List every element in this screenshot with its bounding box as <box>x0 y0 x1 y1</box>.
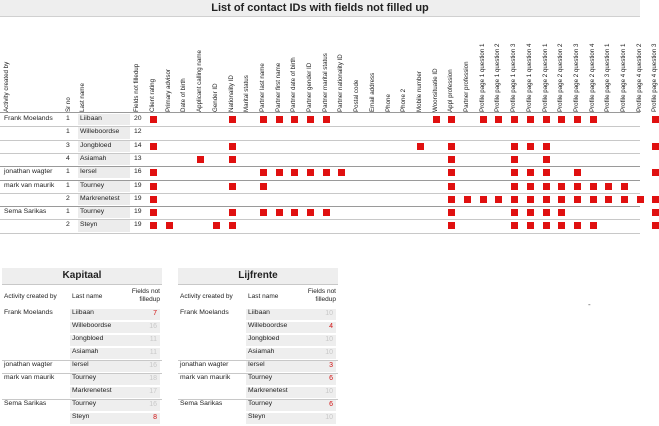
missing-field-mark <box>464 196 471 203</box>
sr-no: 1 <box>66 115 70 122</box>
missing-field-mark <box>621 196 628 203</box>
last-name: Markrenetest <box>80 194 120 202</box>
missing-field-mark <box>150 222 157 229</box>
column-header[interactable]: Phone 2 <box>400 88 408 112</box>
activity-creator: Sema Sarikas <box>4 208 47 216</box>
activity-creator: mark van maurik <box>4 181 55 189</box>
missing-field-mark <box>291 209 298 216</box>
column-header[interactable]: Profile page 3 question 1 <box>604 43 612 112</box>
missing-field-mark <box>590 222 597 229</box>
last-name: Tourney <box>248 374 273 381</box>
column-header[interactable]: Profile page 2 question 1 <box>541 43 549 112</box>
missing-field-mark <box>543 143 550 150</box>
fields-count: 19 <box>134 194 142 202</box>
activity-creator: mark van maurik <box>4 374 55 381</box>
column-header[interactable]: Mobile number <box>415 71 423 112</box>
missing-field-mark <box>558 209 565 216</box>
missing-field-mark <box>260 183 267 190</box>
fields-count: 11 <box>149 349 157 356</box>
column-header[interactable]: Client rating <box>149 78 156 112</box>
fields-count: 19 <box>134 221 142 229</box>
missing-field-mark <box>448 183 455 190</box>
missing-field-mark <box>417 143 424 150</box>
missing-field-mark <box>527 116 534 123</box>
missing-field-mark <box>276 116 283 123</box>
missing-field-mark <box>323 209 330 216</box>
last-name: Steyn <box>72 413 90 420</box>
stray-mark: - <box>588 300 591 309</box>
missing-field-mark <box>213 222 220 229</box>
missing-field-mark <box>433 116 440 123</box>
row-divider <box>0 233 640 234</box>
fields-count: 16 <box>149 362 157 369</box>
fields-count: 13 <box>134 154 142 162</box>
missing-field-mark <box>543 196 550 203</box>
missing-field-mark <box>590 196 597 203</box>
missing-field-mark <box>323 116 330 123</box>
missing-field-mark <box>260 116 267 123</box>
missing-field-mark <box>574 183 581 190</box>
last-name: Markrenetest <box>248 387 288 394</box>
fields-count: 19 <box>134 181 142 189</box>
fields-count: 19 <box>134 208 142 216</box>
fields-count: 12 <box>134 128 142 136</box>
last-name: Tourney <box>80 181 105 189</box>
last-name: Asiamah <box>248 348 275 355</box>
fields-count: 10 <box>325 336 333 343</box>
missing-field-mark <box>166 222 173 229</box>
missing-field-mark <box>637 196 644 203</box>
column-header[interactable]: Fields not filledup <box>133 63 140 112</box>
fields-count: 10 <box>325 414 333 421</box>
missing-field-mark <box>511 143 518 150</box>
column-header[interactable]: Profile page 1 question 3 <box>510 43 518 112</box>
missing-field-mark <box>448 156 455 163</box>
column-header[interactable]: Partner last name <box>258 63 266 112</box>
missing-field-mark <box>527 143 534 150</box>
missing-field-mark <box>652 116 659 123</box>
missing-field-mark <box>527 222 534 229</box>
missing-field-mark <box>527 209 534 216</box>
missing-field-mark <box>229 143 236 150</box>
column-header[interactable]: Primary advisor <box>164 69 172 112</box>
column-header[interactable]: Partner date of birth <box>290 57 298 112</box>
missing-field-mark <box>527 183 534 190</box>
missing-field-mark <box>291 116 298 123</box>
last-name: Jongbloed <box>248 335 280 342</box>
fields-count: 10 <box>325 388 333 395</box>
missing-field-mark <box>652 222 659 229</box>
missing-field-mark <box>495 196 502 203</box>
fields-count: 14 <box>134 141 142 149</box>
column-header[interactable]: Applicant calling name <box>196 50 204 112</box>
missing-field-mark <box>543 222 550 229</box>
sr-no: 1 <box>66 168 70 176</box>
sub-column-header: Last name <box>248 293 279 300</box>
missing-field-mark <box>495 116 502 123</box>
column-header[interactable]: Appl profession <box>447 69 455 112</box>
missing-field-mark <box>558 183 565 190</box>
fields-count: 3 <box>329 362 333 369</box>
missing-field-mark <box>527 196 534 203</box>
last-name: Steyn <box>248 413 266 420</box>
column-header[interactable]: Partner gender ID <box>306 62 313 112</box>
column-header[interactable]: Partner first name <box>274 62 282 112</box>
column-header[interactable]: Profile page 4 question 2 <box>635 43 643 112</box>
missing-field-mark <box>558 116 565 123</box>
fields-count: 16 <box>134 168 142 176</box>
column-header[interactable]: Profile page 1 question 4 <box>525 43 533 112</box>
column-header[interactable]: Partner nationality ID <box>337 54 345 112</box>
missing-field-mark <box>574 222 581 229</box>
missing-field-mark <box>307 209 314 216</box>
fields-count: 17 <box>149 388 157 395</box>
column-header[interactable]: Last name <box>79 83 86 112</box>
column-header[interactable]: Profile page 1 question 1 <box>478 43 486 112</box>
missing-field-mark <box>150 143 157 150</box>
last-name: Iersel <box>72 361 89 368</box>
missing-field-mark <box>605 196 612 203</box>
column-header[interactable]: Profile page 2 question 2 <box>557 43 565 112</box>
missing-field-mark <box>307 169 314 176</box>
sub-column-header: Activity created by <box>180 293 233 300</box>
last-name: Willeboordse <box>80 128 120 136</box>
missing-field-mark <box>511 183 518 190</box>
fields-count: 6 <box>329 375 333 382</box>
missing-field-mark <box>276 169 283 176</box>
missing-field-mark <box>291 169 298 176</box>
activity-creator: Sema Sarikas <box>4 400 47 407</box>
missing-field-mark <box>543 116 550 123</box>
missing-field-mark <box>543 169 550 176</box>
missing-field-mark <box>448 209 455 216</box>
missing-field-mark <box>229 156 236 163</box>
missing-field-mark <box>480 116 487 123</box>
last-name: Willeboordse <box>248 322 288 329</box>
missing-field-mark <box>276 209 283 216</box>
lijfrente-table <box>178 268 338 426</box>
last-name: Willeboordse <box>72 322 112 329</box>
column-header[interactable]: Gender ID <box>211 83 219 112</box>
column-header[interactable]: Profile page 2 question 3 <box>572 43 580 112</box>
column-header[interactable]: Marital status <box>243 75 251 112</box>
missing-field-mark <box>150 169 157 176</box>
fields-count: 18 <box>149 375 157 382</box>
kapitaal-title: Kapitaal <box>2 268 162 285</box>
missing-field-mark <box>150 116 157 123</box>
missing-field-mark <box>448 116 455 123</box>
sub-column-header: Fields not filledup <box>307 288 336 303</box>
missing-field-mark <box>574 116 581 123</box>
missing-field-mark <box>229 209 236 216</box>
missing-field-mark <box>652 169 659 176</box>
column-header[interactable]: Profile page 4 question 3 <box>651 43 659 112</box>
sub-column-header: Fields not filledup <box>131 288 160 303</box>
fields-count: 16 <box>149 401 157 408</box>
last-name: Jongbloed <box>72 335 104 342</box>
column-header[interactable]: Postal code <box>353 79 361 112</box>
missing-field-mark <box>229 222 236 229</box>
sr-no: 3 <box>66 141 70 149</box>
last-name: Tourney <box>72 400 97 407</box>
sr-no: 1 <box>66 208 70 216</box>
fields-count: 7 <box>153 310 157 317</box>
missing-field-mark <box>652 196 659 203</box>
missing-field-mark <box>480 196 487 203</box>
missing-field-mark <box>448 196 455 203</box>
missing-field-mark <box>260 209 267 216</box>
missing-field-mark <box>511 169 518 176</box>
fields-count: 11 <box>149 336 157 343</box>
last-name: Markrenetest <box>72 387 112 394</box>
missing-field-mark <box>323 169 330 176</box>
column-header[interactable]: Profile page 2 question 4 <box>588 43 596 112</box>
activity-creator: jonathan wagter <box>4 361 53 368</box>
fields-count: 10 <box>325 310 333 317</box>
missing-field-mark <box>543 183 550 190</box>
missing-field-mark <box>338 169 345 176</box>
missing-field-mark <box>511 222 518 229</box>
missing-field-mark <box>590 116 597 123</box>
last-name: Asiamah <box>80 154 107 162</box>
sub-column-header: Activity created by <box>4 293 57 300</box>
column-header[interactable]: Woonsituatie ID <box>431 68 439 112</box>
column-header[interactable]: Email address <box>368 72 376 112</box>
last-name: Iersel <box>80 168 97 176</box>
fields-count: 20 <box>134 115 142 122</box>
fields-count: 4 <box>329 323 333 330</box>
missing-field-mark <box>605 183 612 190</box>
missing-field-mark <box>150 183 157 190</box>
fields-count: 8 <box>153 414 157 421</box>
page-title: List of contact IDs with fields not filled up <box>0 0 640 17</box>
missing-field-mark <box>448 222 455 229</box>
last-name: Liibaan <box>248 309 270 316</box>
sr-no: 2 <box>66 221 70 229</box>
last-name: Tourney <box>72 374 97 381</box>
last-name: Iersel <box>248 361 265 368</box>
missing-field-mark <box>621 183 628 190</box>
column-header[interactable]: Partner marital status <box>321 53 329 112</box>
missing-field-mark <box>558 196 565 203</box>
missing-field-mark <box>511 209 518 216</box>
activity-creator: Sema Sarikas <box>180 400 223 407</box>
missing-field-mark <box>307 116 314 123</box>
missing-field-mark <box>448 143 455 150</box>
missing-field-mark <box>574 169 581 176</box>
sr-no: 1 <box>66 181 70 189</box>
column-header[interactable]: Sr no <box>65 97 72 112</box>
fields-count: 10 <box>325 349 333 356</box>
missing-field-mark <box>652 143 659 150</box>
missing-field-mark <box>229 183 236 190</box>
activity-creator: jonathan wagter <box>4 168 53 176</box>
column-header[interactable]: Profile page 4 question 1 <box>620 43 627 112</box>
column-header[interactable]: Date of birth <box>180 78 188 112</box>
activity-creator: jonathan wagter <box>180 361 229 368</box>
last-name: Tourney <box>80 208 105 216</box>
sr-no: 4 <box>66 154 70 162</box>
activity-creator: mark van maurik <box>180 374 231 381</box>
last-name: Tourney <box>248 400 273 407</box>
column-header[interactable]: Nationality ID <box>227 75 235 112</box>
last-name: Asiamah <box>72 348 99 355</box>
missing-field-mark <box>543 209 550 216</box>
last-name: Steyn <box>80 221 98 229</box>
fields-count: 16 <box>149 323 157 330</box>
missing-field-mark <box>511 116 518 123</box>
kapitaal-table <box>2 268 162 426</box>
column-header[interactable]: Phone <box>384 94 392 112</box>
missing-field-mark <box>260 169 267 176</box>
missing-field-mark <box>652 209 659 216</box>
missing-field-mark <box>543 156 550 163</box>
last-name: Liibaan <box>72 309 94 316</box>
missing-field-mark <box>574 196 581 203</box>
missing-field-mark <box>229 116 236 123</box>
lijfrente-title: Lijfrente <box>178 268 338 285</box>
sub-column-header: Last name <box>72 293 103 300</box>
missing-field-mark <box>511 196 518 203</box>
missing-field-mark <box>197 156 204 163</box>
missing-field-mark <box>150 209 157 216</box>
column-header[interactable]: Partner profession <box>463 61 470 112</box>
last-name: Liibaan <box>80 115 102 122</box>
missing-field-mark <box>511 156 518 163</box>
missing-field-mark <box>527 169 534 176</box>
sr-no: 2 <box>66 194 70 202</box>
sr-no: 1 <box>66 128 70 136</box>
activity-creator: Frank Moelands <box>4 309 53 316</box>
missing-field-mark <box>448 169 455 176</box>
header-divider <box>0 112 640 113</box>
missing-field-mark <box>590 183 597 190</box>
missing-field-mark <box>150 196 157 203</box>
column-header[interactable]: Profile page 1 question 2 <box>494 43 502 112</box>
column-header[interactable]: Activity created by <box>3 61 10 112</box>
last-name: Jongbloed <box>80 141 112 149</box>
activity-creator: Frank Moelands <box>4 115 53 122</box>
missing-field-mark <box>558 222 565 229</box>
activity-creator: Frank Moelands <box>180 309 229 316</box>
fields-count: 6 <box>329 401 333 408</box>
